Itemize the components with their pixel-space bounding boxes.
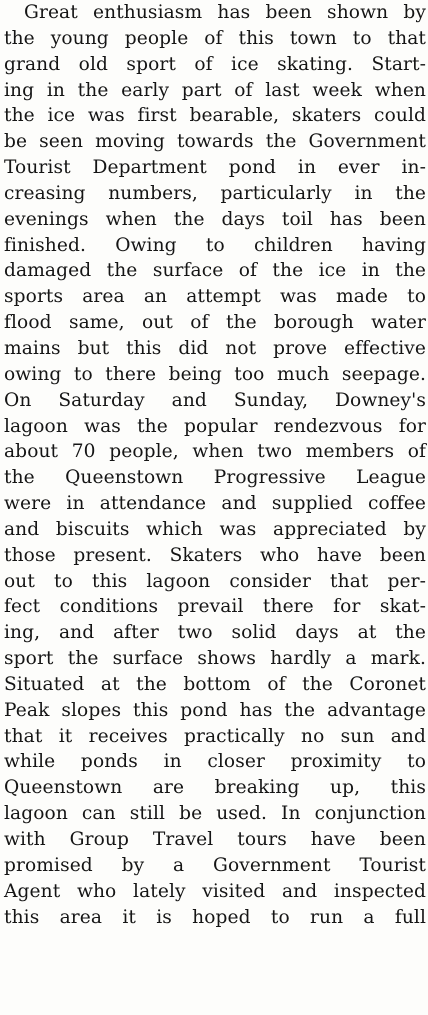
article-line: the ice was first bearable, skaters could bbox=[4, 105, 426, 127]
article-line: those present. Skaters who have been bbox=[4, 544, 426, 566]
article-line: On Saturday and Sunday, Downey's bbox=[4, 389, 426, 411]
article-line: promised by a Government Tourist bbox=[4, 854, 426, 876]
article-line: and biscuits which was appreciated by bbox=[4, 518, 426, 540]
article-line: were in attendance and supplied coffee bbox=[4, 493, 426, 515]
article-line: Queenstown are breaking up, this bbox=[4, 777, 426, 799]
article-line: lagoon was the popular rendezvous for bbox=[4, 415, 426, 437]
article-line: owing to there being too much seepage. bbox=[4, 363, 426, 385]
article-line: fect conditions prevail there for skat- bbox=[4, 596, 426, 618]
article-line: this area it is hoped to run a full bbox=[4, 906, 426, 928]
article-line: mains but this did not prove effective bbox=[4, 337, 426, 359]
article-line: Great enthusiasm has been shown by bbox=[24, 2, 426, 23]
article-line: flood same, out of the borough water bbox=[4, 312, 426, 334]
article-line: sport the surface shows hardly a mark. bbox=[4, 648, 426, 670]
article-line: Peak slopes this pond has the advantage bbox=[4, 699, 426, 721]
article-line: sports area an attempt was made to bbox=[4, 286, 426, 308]
article-line: lagoon can still be used. In conjunction bbox=[4, 803, 426, 825]
article-line: that it receives practically no sun and bbox=[4, 725, 426, 747]
article-line: out to this lagoon consider that per- bbox=[4, 570, 426, 592]
article-line: Agent who lately visited and inspected bbox=[4, 880, 426, 902]
article-line: while ponds in closer proximity to bbox=[4, 751, 426, 773]
article-line: Situated at the bottom of the Coronet bbox=[4, 673, 426, 695]
article-column bbox=[4, 0, 426, 930]
article-line: be seen moving towards the Government bbox=[4, 131, 426, 153]
article-line: with Group Travel tours have been bbox=[4, 829, 426, 850]
article-line: damaged the surface of the ice in the bbox=[4, 260, 426, 282]
article-line: ing, and after two solid days at the bbox=[4, 622, 426, 644]
article-line: the Queenstown Progressive League bbox=[4, 467, 426, 489]
article-line: evenings when the days toil has been bbox=[4, 208, 426, 230]
article-line: creasing numbers, particularly in the bbox=[4, 182, 426, 204]
article-line: ing in the early part of last week when bbox=[4, 79, 426, 101]
article-line: finished. Owing to children having bbox=[4, 234, 426, 256]
article-line: about 70 people, when two members of bbox=[4, 441, 426, 463]
article-line: grand old sport of ice skating. Start- bbox=[4, 53, 426, 75]
article-line: the young people of this town to that bbox=[4, 27, 426, 49]
article-line: Tourist Department pond in ever in- bbox=[4, 157, 426, 179]
